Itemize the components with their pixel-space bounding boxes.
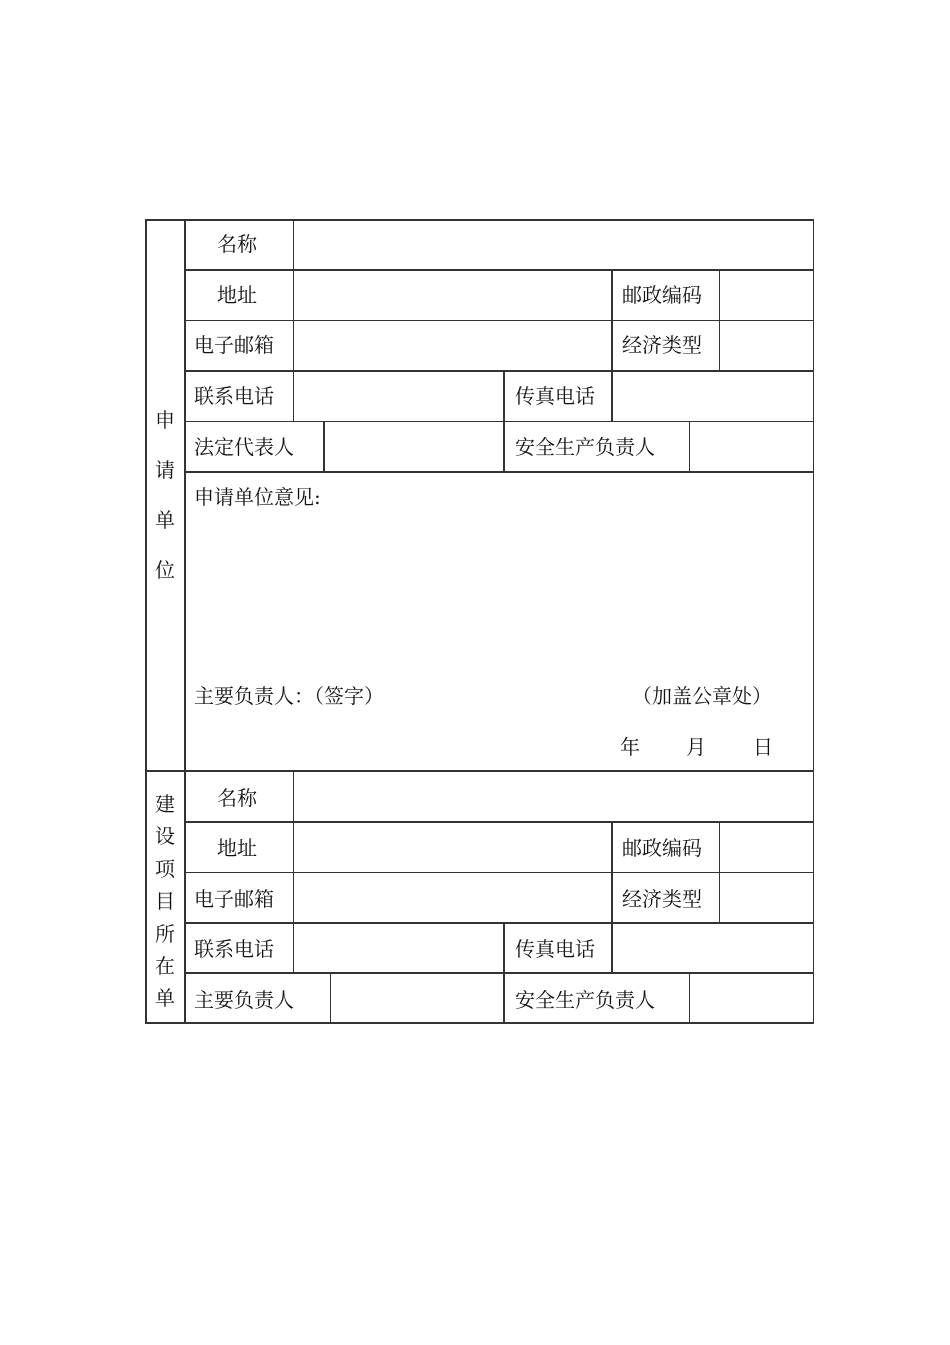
project-economic-type-label: 经济类型 bbox=[622, 887, 702, 911]
project-postcode-field[interactable] bbox=[721, 823, 812, 871]
applicant-address-field[interactable] bbox=[295, 271, 610, 318]
side-label-char: 所 bbox=[155, 921, 175, 946]
cell-divider bbox=[503, 922, 505, 1023]
project-phone-label: 联系电话 bbox=[194, 937, 274, 961]
cell-divider bbox=[330, 972, 332, 1023]
applicant-opinion-label: 申请单位意见: bbox=[194, 485, 321, 509]
project-principal-label: 主要负责人 bbox=[194, 988, 294, 1012]
applicant-safety-person-label: 安全生产负责人 bbox=[515, 435, 655, 459]
side-label-char: 项 bbox=[155, 856, 175, 881]
side-label-char: 设 bbox=[155, 824, 175, 849]
applicant-side-label bbox=[145, 395, 185, 595]
row-divider bbox=[184, 471, 814, 473]
project-safety-person-label: 安全生产负责人 bbox=[515, 988, 655, 1012]
project-address-field[interactable] bbox=[295, 823, 610, 871]
applicant-postcode-field[interactable] bbox=[721, 271, 812, 318]
applicant-economic-type-field[interactable] bbox=[721, 321, 812, 369]
cell-divider bbox=[293, 219, 295, 370]
applicant-legal-rep-field[interactable] bbox=[325, 422, 502, 470]
project-principal-field[interactable] bbox=[332, 974, 502, 1021]
side-label-char: 建 bbox=[155, 792, 175, 816]
project-fax-field[interactable] bbox=[613, 924, 812, 971]
project-economic-type-field[interactable] bbox=[721, 873, 812, 921]
table-border-right bbox=[813, 219, 815, 1023]
applicant-name-field[interactable] bbox=[295, 221, 812, 268]
applicant-name-label: 名称 bbox=[217, 232, 257, 256]
applicant-legal-rep-label: 法定代表人 bbox=[194, 435, 294, 459]
cell-divider bbox=[293, 770, 295, 922]
table-border-bottom bbox=[145, 1022, 814, 1024]
applicant-fax-label: 传真电话 bbox=[515, 384, 595, 408]
cell-divider bbox=[611, 269, 613, 370]
project-safety-person-field[interactable] bbox=[690, 974, 812, 1021]
cell-divider bbox=[503, 370, 505, 471]
applicant-phone-field[interactable] bbox=[295, 372, 502, 420]
project-name-field[interactable] bbox=[295, 772, 812, 820]
applicant-postcode-label: 邮政编码 bbox=[622, 283, 702, 307]
side-label-char: 目 bbox=[155, 889, 175, 914]
applicant-email-field[interactable] bbox=[295, 321, 610, 369]
project-unit-side-label bbox=[145, 788, 185, 1015]
side-label-char: 单 bbox=[155, 986, 175, 1011]
applicant-safety-person-field[interactable] bbox=[690, 422, 812, 470]
project-address-label: 地址 bbox=[217, 836, 257, 860]
applicant-phone-label: 联系电话 bbox=[194, 384, 274, 408]
side-label-char: 在 bbox=[155, 954, 175, 979]
project-postcode-label: 邮政编码 bbox=[622, 836, 702, 860]
project-fax-label: 传真电话 bbox=[515, 937, 595, 961]
side-label-char: 请 bbox=[155, 458, 175, 482]
project-email-label: 电子邮箱 bbox=[194, 887, 274, 911]
project-name-label: 名称 bbox=[217, 786, 257, 810]
signer-label: 主要负责人：（签字） bbox=[194, 684, 384, 708]
cell-divider bbox=[611, 821, 613, 922]
cell-divider bbox=[293, 922, 295, 972]
seal-label: （加盖公章处） bbox=[632, 684, 772, 708]
date-year-label: 年 bbox=[620, 735, 640, 759]
cell-divider bbox=[719, 821, 721, 922]
project-email-field[interactable] bbox=[295, 873, 610, 921]
date-day-label: 日 bbox=[753, 735, 773, 759]
applicant-address-label: 地址 bbox=[217, 283, 257, 307]
applicant-economic-type-label: 经济类型 bbox=[622, 333, 702, 357]
side-label-char: 位 bbox=[155, 558, 175, 582]
side-label-char: 申 bbox=[155, 408, 175, 432]
date-month-label: 月 bbox=[686, 735, 706, 759]
applicant-opinion-area[interactable] bbox=[187, 514, 811, 674]
cell-divider bbox=[719, 269, 721, 370]
applicant-email-label: 电子邮箱 bbox=[194, 333, 274, 357]
side-label-char: 单 bbox=[155, 508, 175, 532]
project-phone-field[interactable] bbox=[295, 924, 502, 971]
application-form-table bbox=[145, 219, 814, 1023]
applicant-fax-field[interactable] bbox=[613, 372, 812, 420]
cell-divider bbox=[293, 370, 295, 421]
